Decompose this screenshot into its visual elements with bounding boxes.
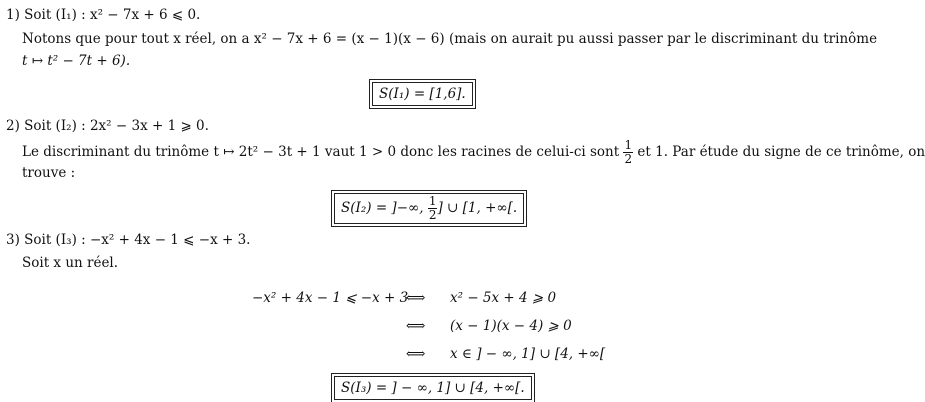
item-2-fraction-num: 1: [624, 138, 633, 152]
item-3-result-box: [334, 376, 532, 400]
equation-right-2: (x − 1)(x − 4) ⩾ 0: [450, 318, 572, 334]
item-3-text-line-1: Soit x un réel.: [22, 255, 119, 271]
item-2-result-b: ] ∪ [1, +∞[.: [437, 200, 518, 216]
item-2-result-a: S(I₂) = ]−∞,: [341, 200, 428, 216]
item-2-fraction-den: 2: [624, 152, 633, 166]
item-1-result: S(I₁) = [1,6].: [379, 86, 466, 102]
item-1-text-line-1: Notons que pour tout x réel, on a x² − 7x + 6 = (x − 1)(x − 6) (mais on aurait pu aussi passer par le discriminant du trinôme: [22, 31, 878, 47]
item-1-heading: 1) Soit (I₁) : x² − 7x + 6 ⩽ 0.: [6, 7, 201, 23]
iff-symbol-3: ⟺: [406, 346, 426, 362]
item-2-text-line-1-b: et 1. Par étude du signe de ce trinôme, on: [637, 144, 925, 160]
item-1-text-line-2: t ↦ t² − 7t + 6).: [22, 53, 131, 69]
equation-right-3: x ∈ ] − ∞, 1] ∪ [4, +∞[: [450, 346, 606, 362]
item-2-heading: 2) Soit (I₂) : 2x² − 3x + 1 ⩾ 0.: [6, 118, 209, 134]
iff-symbol-1: ⟺: [406, 290, 426, 306]
item-2-result-box: [334, 193, 524, 224]
item-3-result: S(I₃) = ] − ∞, 1] ∪ [4, +∞[.: [341, 380, 525, 396]
item-2-fraction: [623, 139, 633, 166]
item-2-text-line-1-a: Le discriminant du trinôme t ↦ 2t² − 3t + 1 vaut 1 > 0 donc les racines de celui-ci sont: [22, 144, 620, 160]
item-3-heading: 3) Soit (I₃) : −x² + 4x − 1 ⩽ −x + 3.: [6, 232, 251, 248]
item-1-result-box: [372, 82, 473, 106]
item-2-text-line-1: [22, 139, 925, 166]
equation-left: −x² + 4x − 1 ⩽ −x + 3: [252, 290, 409, 306]
item-2-result-fraction-den: 2: [428, 208, 437, 222]
iff-symbol-2: ⟺: [406, 318, 426, 334]
item-2-text-line-2: trouve :: [22, 165, 76, 181]
item-2-result-fraction-num: 1: [428, 194, 437, 208]
equation-right-1: x² − 5x + 4 ⩾ 0: [450, 290, 557, 306]
